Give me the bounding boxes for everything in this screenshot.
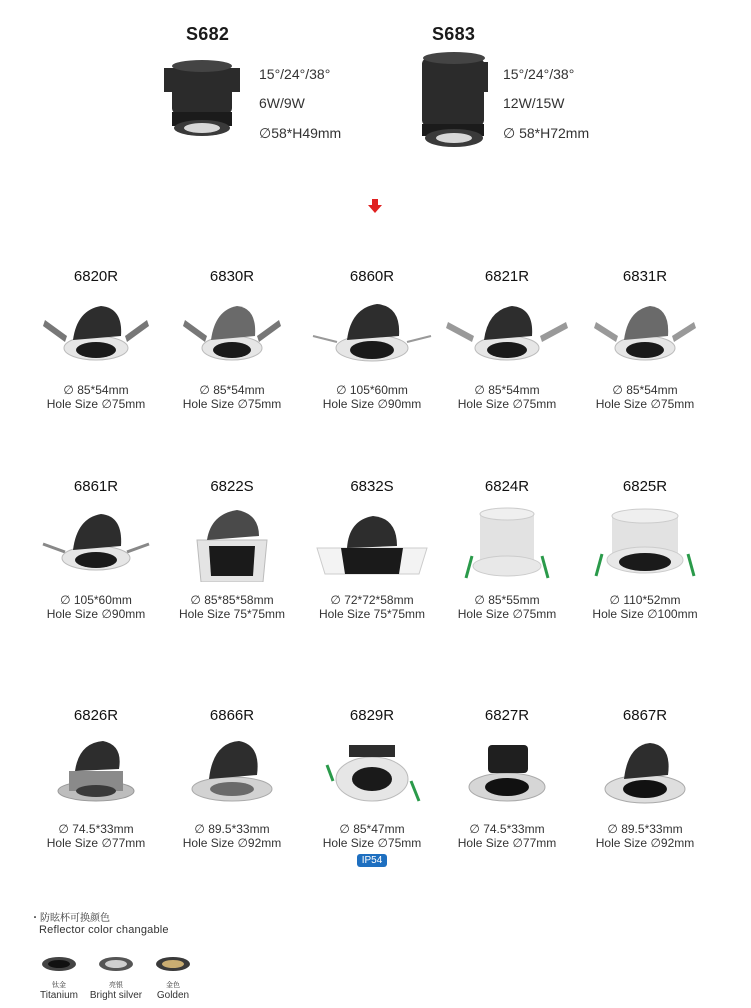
product-dimension: ∅ 74.5*33mm: [469, 822, 545, 836]
swatch-golden: [143, 955, 203, 1001]
product-name: 6824R: [484, 478, 530, 495]
product-hole-size: Hole Size ∅75mm: [457, 397, 557, 411]
s682-power: 6W/9W: [259, 95, 305, 111]
product-hole-size: Hole Size ∅92mm: [595, 836, 695, 850]
product-card-6827r: [437, 707, 577, 850]
product-dimension: ∅ 72*72*58mm: [330, 593, 414, 607]
square-downlight-trimless-icon: [307, 506, 437, 582]
tilt-downlight-wide-icon: [307, 296, 437, 372]
product-card-6860r: [302, 268, 442, 411]
reflector-note-en: Reflector color changable: [39, 924, 169, 936]
swatch-titanium: [29, 955, 89, 1001]
product-name: 6832S: [350, 478, 394, 495]
s683-size: ∅ 58*H72mm: [503, 125, 590, 141]
tilt-downlight-icon: [442, 296, 572, 372]
product-hole-size: Hole Size ∅90mm: [322, 397, 422, 411]
reflector-note-cn: ・防眩杯可换颜色: [30, 913, 110, 924]
product-card-6825r: [575, 478, 715, 621]
product-name: 6826R: [73, 707, 119, 724]
product-hole-size: Hole Size ∅92mm: [182, 836, 282, 850]
product-hole-size: Hole Size 75*75mm: [178, 607, 286, 621]
product-card-6821r: [437, 268, 577, 411]
tilt-downlight-wide-icon: [31, 506, 161, 582]
product-card-6832s: [302, 478, 442, 621]
titanium-reflector-swatch: [40, 955, 78, 973]
product-dimension: ∅ 105*60mm: [336, 383, 408, 397]
product-dimension: ∅ 85*55mm: [474, 593, 540, 607]
product-name: 6829R: [349, 707, 395, 724]
swatch-label-cn: 亮银: [109, 982, 123, 989]
product-hole-size: Hole Size ∅77mm: [46, 836, 146, 850]
product-dimension: ∅ 85*47mm: [339, 822, 405, 836]
swatch-label-cn: 钛金: [52, 982, 66, 989]
product-name: 6827R: [484, 707, 530, 724]
product-card-6829r: [302, 707, 442, 868]
tilt-downlight-icon: [167, 296, 297, 372]
tilt-downlight-icon: [31, 296, 161, 372]
product-hole-size: Hole Size ∅75mm: [457, 607, 557, 621]
red-down-arrow-icon: [367, 198, 383, 214]
product-dimension: ∅ 110*52mm: [609, 593, 681, 607]
product-dimension: ∅ 85*54mm: [199, 383, 265, 397]
product-name: 6825R: [622, 478, 668, 495]
product-card-6866r: [162, 707, 302, 850]
product-name: 6822S: [210, 478, 254, 495]
tilt-downlight-icon: [580, 296, 710, 372]
surface-downlight-icon: [442, 735, 572, 811]
product-name: 6867R: [622, 707, 668, 724]
product-hole-size: Hole Size ∅75mm: [322, 836, 422, 850]
product-dimension: ∅ 85*54mm: [63, 383, 129, 397]
product-name: 6830R: [209, 268, 255, 285]
product-hole-size: Hole Size ∅100mm: [592, 607, 698, 621]
bright-silver-reflector-swatch: [97, 955, 135, 973]
product-dimension: ∅ 89.5*33mm: [607, 822, 683, 836]
product-card-6861r: [26, 478, 166, 621]
s683-beam: 15°/24°/38°: [503, 66, 575, 82]
swatch-label-en: Bright silver: [89, 990, 143, 1001]
product-hole-size: Hole Size ∅75mm: [595, 397, 695, 411]
hero-model-s683: S683: [432, 24, 476, 44]
product-hole-size: Hole Size ∅77mm: [457, 836, 557, 850]
cylinder-downlight-icon: [442, 506, 572, 582]
cylinder-downlight-wide-icon: [580, 506, 710, 582]
surface-downlight-icon: [580, 735, 710, 811]
surface-downlight-icon: [31, 735, 161, 811]
s682-beam: 15°/24°/38°: [259, 66, 331, 82]
product-dimension: ∅ 105*60mm: [60, 593, 132, 607]
golden-reflector-swatch: [154, 955, 192, 973]
s682-size: ∅58*H49mm: [259, 125, 342, 141]
product-name: 6866R: [209, 707, 255, 724]
product-card-6831r: [575, 268, 715, 411]
product-card-6824r: [437, 478, 577, 621]
product-name: 6831R: [622, 268, 668, 285]
product-name: 6860R: [349, 268, 395, 285]
product-dimension: ∅ 89.5*33mm: [194, 822, 270, 836]
product-card-6826r: [26, 707, 166, 850]
product-name: 6820R: [73, 268, 119, 285]
s682-module-image: [160, 60, 244, 142]
product-dimension: ∅ 74.5*33mm: [58, 822, 134, 836]
product-dimension: ∅ 85*54mm: [474, 383, 540, 397]
product-card-6820r: [26, 268, 166, 411]
surface-downlight-icon: [167, 735, 297, 811]
product-hole-size: Hole Size 75*75mm: [318, 607, 426, 621]
swatch-label-cn: 金色: [166, 982, 180, 989]
swatch-label-en: Golden: [156, 990, 190, 1001]
product-name: 6821R: [484, 268, 530, 285]
product-card-6822s: [162, 478, 302, 621]
square-downlight-icon: [167, 506, 297, 582]
product-dimension: ∅ 85*54mm: [612, 383, 678, 397]
ip54-badge: IP54: [357, 854, 388, 867]
product-card-6830r: [162, 268, 302, 411]
s683-power: 12W/15W: [503, 95, 565, 111]
s683-module-image: [414, 52, 494, 150]
ip54-downlight-icon: [307, 735, 437, 811]
product-hole-size: Hole Size ∅75mm: [46, 397, 146, 411]
hero-model-s682: S682: [186, 24, 230, 44]
swatch-label-en: Titanium: [40, 990, 78, 1001]
product-hole-size: Hole Size ∅90mm: [46, 607, 146, 621]
product-dimension: ∅ 85*85*58mm: [190, 593, 274, 607]
swatch-bright-silver: [86, 955, 146, 1001]
product-hole-size: Hole Size ∅75mm: [182, 397, 282, 411]
product-card-6867r: [575, 707, 715, 850]
product-name: 6861R: [73, 478, 119, 495]
